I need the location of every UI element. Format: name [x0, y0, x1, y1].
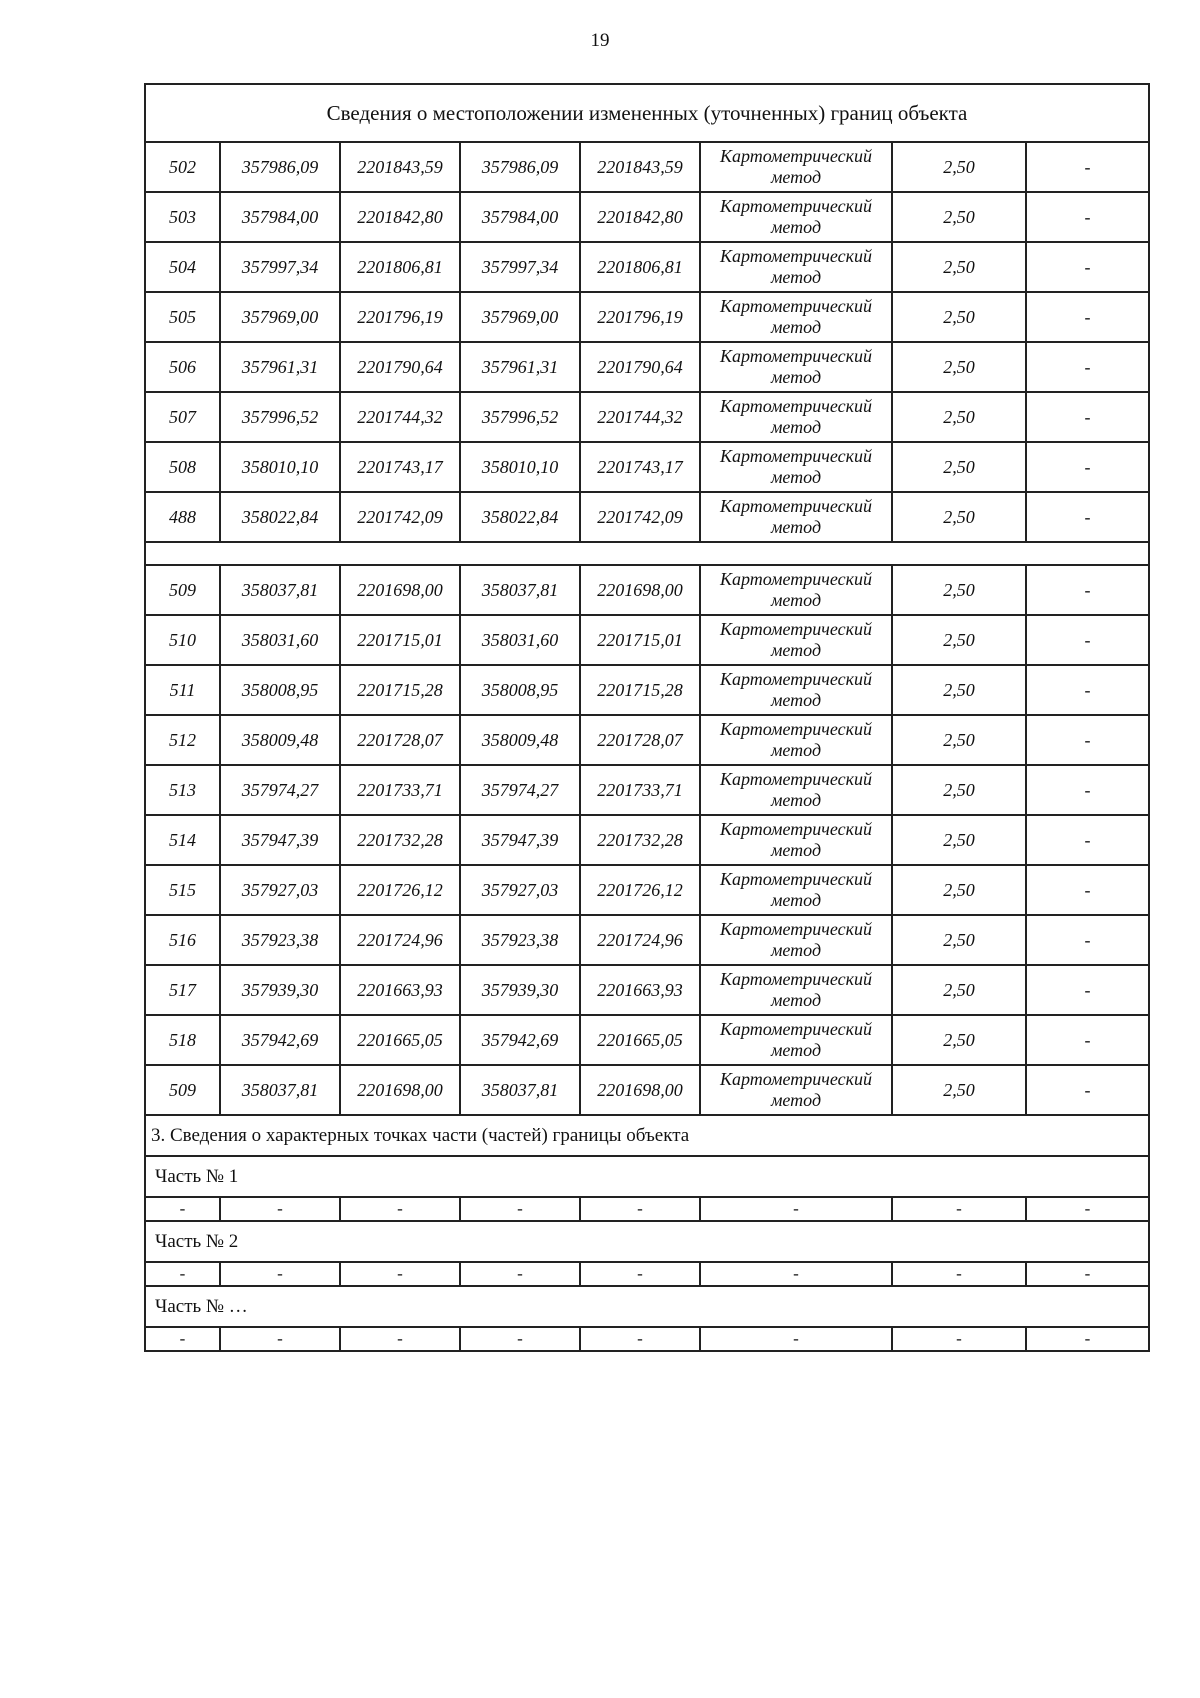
table-row [145, 615, 1149, 665]
cell-description: - [1026, 342, 1149, 392]
table-row [145, 565, 1149, 615]
part-cell: - [892, 1197, 1026, 1221]
part-cell: - [340, 1197, 460, 1221]
cell-point-number: 518 [145, 1015, 220, 1065]
cell-accuracy: 2,50 [892, 192, 1026, 242]
cell-y-existing: 2201796,19 [340, 292, 460, 342]
cell-point-number: 510 [145, 615, 220, 665]
cell-y-new: 2201733,71 [580, 765, 700, 815]
part-cell: - [340, 1327, 460, 1351]
cell-y-new: 2201790,64 [580, 342, 700, 392]
cell-accuracy: 2,50 [892, 915, 1026, 965]
cell-accuracy: 2,50 [892, 1065, 1026, 1115]
cell-x-existing: 357939,30 [220, 965, 340, 1015]
cell-method: Картометрический метод [700, 342, 892, 392]
cell-description: - [1026, 865, 1149, 915]
cell-x-existing: 358031,60 [220, 615, 340, 665]
cell-y-existing: 2201790,64 [340, 342, 460, 392]
table-row [145, 965, 1149, 1015]
cell-method: Картометрический метод [700, 1065, 892, 1115]
cell-point-number: 488 [145, 492, 220, 542]
cell-x-new: 357923,38 [460, 915, 580, 965]
part-cell: - [892, 1262, 1026, 1286]
cell-point-number: 517 [145, 965, 220, 1015]
cell-method: Картометрический метод [700, 615, 892, 665]
cell-method: Картометрический метод [700, 292, 892, 342]
boundary-coordinates-table [144, 83, 1150, 1352]
cell-x-new: 358037,81 [460, 565, 580, 615]
cell-x-existing: 358022,84 [220, 492, 340, 542]
cell-x-existing: 358037,81 [220, 1065, 340, 1115]
cell-description: - [1026, 665, 1149, 715]
part-points-row [145, 1327, 1149, 1351]
cell-y-new: 2201842,80 [580, 192, 700, 242]
cell-x-new: 357947,39 [460, 815, 580, 865]
cell-y-existing: 2201665,05 [340, 1015, 460, 1065]
cell-method: Картометрический метод [700, 392, 892, 442]
cell-x-existing: 357961,31 [220, 342, 340, 392]
table-row [145, 915, 1149, 965]
cell-method: Картометрический метод [700, 1015, 892, 1065]
cell-x-new: 357942,69 [460, 1015, 580, 1065]
cell-description: - [1026, 815, 1149, 865]
cell-description: - [1026, 765, 1149, 815]
cell-description: - [1026, 242, 1149, 292]
table-row [145, 292, 1149, 342]
cell-y-existing: 2201715,28 [340, 665, 460, 715]
cell-accuracy: 2,50 [892, 342, 1026, 392]
part-label-row [145, 1221, 1149, 1262]
table-row [145, 192, 1149, 242]
cell-x-existing: 357997,34 [220, 242, 340, 292]
table-separator-row [145, 542, 1149, 565]
cell-x-existing: 357923,38 [220, 915, 340, 965]
part-cell: - [700, 1197, 892, 1221]
page-number: 19 [590, 30, 610, 51]
cell-y-existing: 2201743,17 [340, 442, 460, 492]
cell-x-new: 358010,10 [460, 442, 580, 492]
cell-method: Картометрический метод [700, 765, 892, 815]
cell-accuracy: 2,50 [892, 765, 1026, 815]
cell-y-new: 2201724,96 [580, 915, 700, 965]
cell-x-new: 358009,48 [460, 715, 580, 765]
cell-description: - [1026, 715, 1149, 765]
cell-y-new: 2201698,00 [580, 1065, 700, 1115]
cell-y-new: 2201663,93 [580, 965, 700, 1015]
cell-x-new: 358008,95 [460, 665, 580, 715]
cell-accuracy: 2,50 [892, 492, 1026, 542]
cell-y-existing: 2201698,00 [340, 1065, 460, 1115]
cell-x-new: 357939,30 [460, 965, 580, 1015]
cell-point-number: 515 [145, 865, 220, 915]
cell-x-existing: 358010,10 [220, 442, 340, 492]
cell-point-number: 503 [145, 192, 220, 242]
cell-method: Картометрический метод [700, 865, 892, 915]
part-cell: - [1026, 1197, 1149, 1221]
cell-x-new: 357986,09 [460, 142, 580, 192]
part-label: Часть № 1 [145, 1156, 1149, 1197]
cell-accuracy: 2,50 [892, 1015, 1026, 1065]
table-row [145, 392, 1149, 442]
part-cell: - [892, 1327, 1026, 1351]
cell-y-new: 2201665,05 [580, 1015, 700, 1065]
cell-x-existing: 357974,27 [220, 765, 340, 815]
part-cell: - [1026, 1327, 1149, 1351]
cell-accuracy: 2,50 [892, 665, 1026, 715]
cell-y-new: 2201698,00 [580, 565, 700, 615]
cell-point-number: 504 [145, 242, 220, 292]
cell-y-new: 2201715,28 [580, 665, 700, 715]
cell-x-existing: 357969,00 [220, 292, 340, 342]
cell-method: Картометрический метод [700, 242, 892, 292]
cell-x-new: 357961,31 [460, 342, 580, 392]
cell-x-new: 358022,84 [460, 492, 580, 542]
cell-y-existing: 2201698,00 [340, 565, 460, 615]
cell-x-existing: 357984,00 [220, 192, 340, 242]
cell-y-existing: 2201732,28 [340, 815, 460, 865]
part-cell: - [700, 1262, 892, 1286]
part-cell: - [460, 1262, 580, 1286]
part-cell: - [220, 1262, 340, 1286]
part-cell: - [700, 1327, 892, 1351]
cell-y-existing: 2201726,12 [340, 865, 460, 915]
cell-point-number: 509 [145, 1065, 220, 1115]
cell-y-new: 2201743,17 [580, 442, 700, 492]
cell-accuracy: 2,50 [892, 965, 1026, 1015]
cell-x-new: 358037,81 [460, 1065, 580, 1115]
cell-accuracy: 2,50 [892, 815, 1026, 865]
cell-method: Картометрический метод [700, 492, 892, 542]
table-row [145, 1065, 1149, 1115]
cell-point-number: 505 [145, 292, 220, 342]
cell-point-number: 509 [145, 565, 220, 615]
cell-point-number: 516 [145, 915, 220, 965]
table-body [145, 84, 1149, 1351]
cell-y-new: 2201744,32 [580, 392, 700, 442]
table-row [145, 242, 1149, 292]
cell-x-existing: 357942,69 [220, 1015, 340, 1065]
cell-y-new: 2201843,59 [580, 142, 700, 192]
cell-x-new: 357996,52 [460, 392, 580, 442]
cell-x-existing: 357996,52 [220, 392, 340, 442]
cell-y-new: 2201726,12 [580, 865, 700, 915]
part-label: Часть № … [145, 1286, 1149, 1327]
table-row [145, 815, 1149, 865]
cell-description: - [1026, 615, 1149, 665]
cell-description: - [1026, 565, 1149, 615]
cell-y-new: 2201742,09 [580, 492, 700, 542]
part-label-row [145, 1286, 1149, 1327]
cell-description: - [1026, 142, 1149, 192]
cell-method: Картометрический метод [700, 965, 892, 1015]
cell-x-existing: 358009,48 [220, 715, 340, 765]
cell-description: - [1026, 965, 1149, 1015]
cell-y-existing: 2201843,59 [340, 142, 460, 192]
part-cell: - [580, 1327, 700, 1351]
cell-y-existing: 2201842,80 [340, 192, 460, 242]
cell-point-number: 508 [145, 442, 220, 492]
cell-accuracy: 2,50 [892, 392, 1026, 442]
table-row [145, 865, 1149, 915]
cell-y-existing: 2201742,09 [340, 492, 460, 542]
section-3-header-row [145, 1115, 1149, 1156]
table-title-row [145, 84, 1149, 142]
cell-x-existing: 358037,81 [220, 565, 340, 615]
table-row [145, 442, 1149, 492]
part-cell: - [1026, 1262, 1149, 1286]
part-cell: - [220, 1327, 340, 1351]
part-cell: - [580, 1197, 700, 1221]
separator-cell [145, 542, 1149, 565]
part-cell: - [145, 1327, 220, 1351]
part-cell: - [460, 1197, 580, 1221]
section-3-title: 3. Сведения о характерных точках части (частей) границы объекта [145, 1115, 1149, 1156]
cell-description: - [1026, 292, 1149, 342]
cell-point-number: 506 [145, 342, 220, 392]
cell-accuracy: 2,50 [892, 615, 1026, 665]
part-label: Часть № 2 [145, 1221, 1149, 1262]
cell-description: - [1026, 1065, 1149, 1115]
cell-point-number: 514 [145, 815, 220, 865]
part-cell: - [460, 1327, 580, 1351]
cell-y-existing: 2201724,96 [340, 915, 460, 965]
cell-accuracy: 2,50 [892, 565, 1026, 615]
cell-x-new: 357969,00 [460, 292, 580, 342]
cell-point-number: 502 [145, 142, 220, 192]
cell-method: Картометрический метод [700, 665, 892, 715]
cell-description: - [1026, 492, 1149, 542]
cell-description: - [1026, 1015, 1149, 1065]
part-points-row [145, 1262, 1149, 1286]
cell-x-new: 357997,34 [460, 242, 580, 292]
cell-method: Картометрический метод [700, 442, 892, 492]
cell-y-new: 2201796,19 [580, 292, 700, 342]
cell-y-existing: 2201806,81 [340, 242, 460, 292]
cell-method: Картометрический метод [700, 815, 892, 865]
cell-accuracy: 2,50 [892, 715, 1026, 765]
cell-x-new: 357974,27 [460, 765, 580, 815]
table-row [145, 715, 1149, 765]
cell-method: Картометрический метод [700, 192, 892, 242]
cell-description: - [1026, 442, 1149, 492]
cell-x-new: 358031,60 [460, 615, 580, 665]
cell-x-existing: 357986,09 [220, 142, 340, 192]
table-row [145, 765, 1149, 815]
part-label-row [145, 1156, 1149, 1197]
cell-method: Картометрический метод [700, 565, 892, 615]
cell-y-new: 2201728,07 [580, 715, 700, 765]
cell-y-existing: 2201744,32 [340, 392, 460, 442]
cell-point-number: 511 [145, 665, 220, 715]
cell-y-existing: 2201733,71 [340, 765, 460, 815]
part-points-row [145, 1197, 1149, 1221]
cell-x-existing: 357947,39 [220, 815, 340, 865]
cell-accuracy: 2,50 [892, 865, 1026, 915]
cell-accuracy: 2,50 [892, 242, 1026, 292]
part-cell: - [340, 1262, 460, 1286]
part-cell: - [220, 1197, 340, 1221]
part-cell: - [145, 1262, 220, 1286]
cell-y-existing: 2201663,93 [340, 965, 460, 1015]
cell-y-new: 2201732,28 [580, 815, 700, 865]
cell-method: Картометрический метод [700, 142, 892, 192]
table-row [145, 665, 1149, 715]
part-cell: - [580, 1262, 700, 1286]
cell-point-number: 512 [145, 715, 220, 765]
table-title: Сведения о местоположении измененных (уточненных) границ объекта [145, 84, 1149, 142]
cell-point-number: 513 [145, 765, 220, 815]
table-row [145, 142, 1149, 192]
cell-method: Картометрический метод [700, 715, 892, 765]
cell-accuracy: 2,50 [892, 292, 1026, 342]
cell-y-new: 2201715,01 [580, 615, 700, 665]
cell-description: - [1026, 392, 1149, 442]
cell-accuracy: 2,50 [892, 442, 1026, 492]
cell-x-new: 357927,03 [460, 865, 580, 915]
cell-x-new: 357984,00 [460, 192, 580, 242]
cell-x-existing: 357927,03 [220, 865, 340, 915]
table-row [145, 492, 1149, 542]
part-cell: - [145, 1197, 220, 1221]
cell-x-existing: 358008,95 [220, 665, 340, 715]
cell-point-number: 507 [145, 392, 220, 442]
cell-method: Картометрический метод [700, 915, 892, 965]
cell-y-existing: 2201728,07 [340, 715, 460, 765]
table-row [145, 1015, 1149, 1065]
table-row [145, 342, 1149, 392]
cell-accuracy: 2,50 [892, 142, 1026, 192]
cell-description: - [1026, 192, 1149, 242]
cell-y-new: 2201806,81 [580, 242, 700, 292]
cell-y-existing: 2201715,01 [340, 615, 460, 665]
cell-description: - [1026, 915, 1149, 965]
